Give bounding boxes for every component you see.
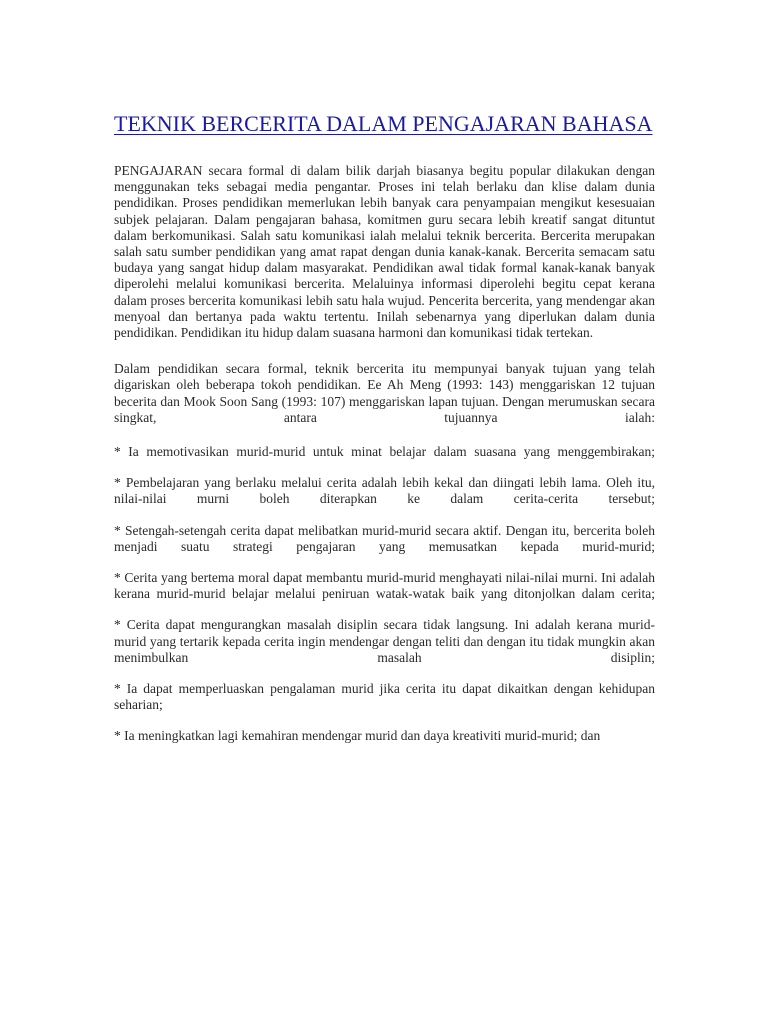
body-paragraph: Dalam pendidikan secara formal, teknik bercerita itu mempunyai banyak tujuan yang telah digariskan oleh beberapa tokoh pendidikan. Ee Ah Meng (1993: 143) menggariskan 12 tujuan becerita dan Mook Soon Sang (1993: 107) menggariskan lapan tujuan. Dengan merumuskan secara singkat, antara tujuannya ialah: xyxy=(114,361,655,425)
document-page xyxy=(114,110,655,760)
bullet-paragraph: * Cerita yang bertema moral dapat membantu murid-murid menghayati nilai-nilai murni. Ini adalah kerana murid-murid belajar melalui peniruan watak-watak baik yang ditonjolkan dalam cerita; xyxy=(114,570,655,602)
document-title[interactable]: TEKNIK BERCERITA DALAM PENGAJARAN BAHASA xyxy=(114,111,653,136)
bullet-paragraph: * Pembelajaran yang berlaku melalui cerita adalah lebih kekal dan diingati lebih lama. Oleh itu, nilai-nilai murni boleh diterapkan ke dalam cerita-cerita tersebut; xyxy=(114,475,655,507)
bullet-paragraph: * Ia meningkatkan lagi kemahiran mendengar murid dan daya kreativiti murid-murid; dan xyxy=(114,728,601,744)
bullet-paragraph: * Ia dapat memperluaskan pengalaman murid jika cerita itu dapat dikaitkan dengan kehidupan seharian; xyxy=(114,681,655,713)
bullet-paragraph: * Ia memotivasikan murid-murid untuk minat belajar dalam suasana yang menggembirakan; xyxy=(114,444,655,460)
body-paragraph: PENGAJARAN secara formal di dalam bilik darjah biasanya begitu popular dilakukan dengan menggunakan teks sebagai media pengantar. Proses ini telah berlaku dan klise dalam dunia pendidikan. Proses pendidikan memerlukan lebih banyak cara penyampaian mengikut kesesuaian subjek pelajaran. Dalam pengajaran bahasa, komitmen guru secara lebih kreatif sangat dituntut dalam berkomunikasi. Salah satu komunikasi ialah melalui teknik bercerita. Bercerita merupakan salah satu sumber pendidikan yang amat rapat dengan dunia kanak-kanak. Bercerita semacam satu budaya yang sangat hidup dalam masyarakat. Pendidikan awal tidak formal kanak-kanak banyak diperolehi melalui komunikasi bercerita. Melaluinya informasi diperolehi begitu cepat kerana dalam proses bercerita komunikasi lebih satu hala wujud. Pencerita bercerita, yang mendengar akan menyoal dan bertanya pada waktu tertentu. Inilah sebenarnya yang diperlukan dalam dunia pendidikan. Pendidikan itu hidup dalam suasana harmoni dan komunikasi tidak tertekan. xyxy=(114,163,655,341)
bullet-paragraph: * Cerita dapat mengurangkan masalah disiplin secara tidak langsung. Ini adalah kerana murid-murid yang tertarik kepada cerita ingin mendengar dengan teliti dan dengan itu tidak mungkin akan menimbulkan masalah disiplin; xyxy=(114,617,655,665)
bullet-paragraph: * Setengah-setengah cerita dapat melibatkan murid-murid secara aktif. Dengan itu, bercerita boleh menjadi suatu strategi pengajaran yang memusatkan kepada murid-murid; xyxy=(114,522,655,554)
